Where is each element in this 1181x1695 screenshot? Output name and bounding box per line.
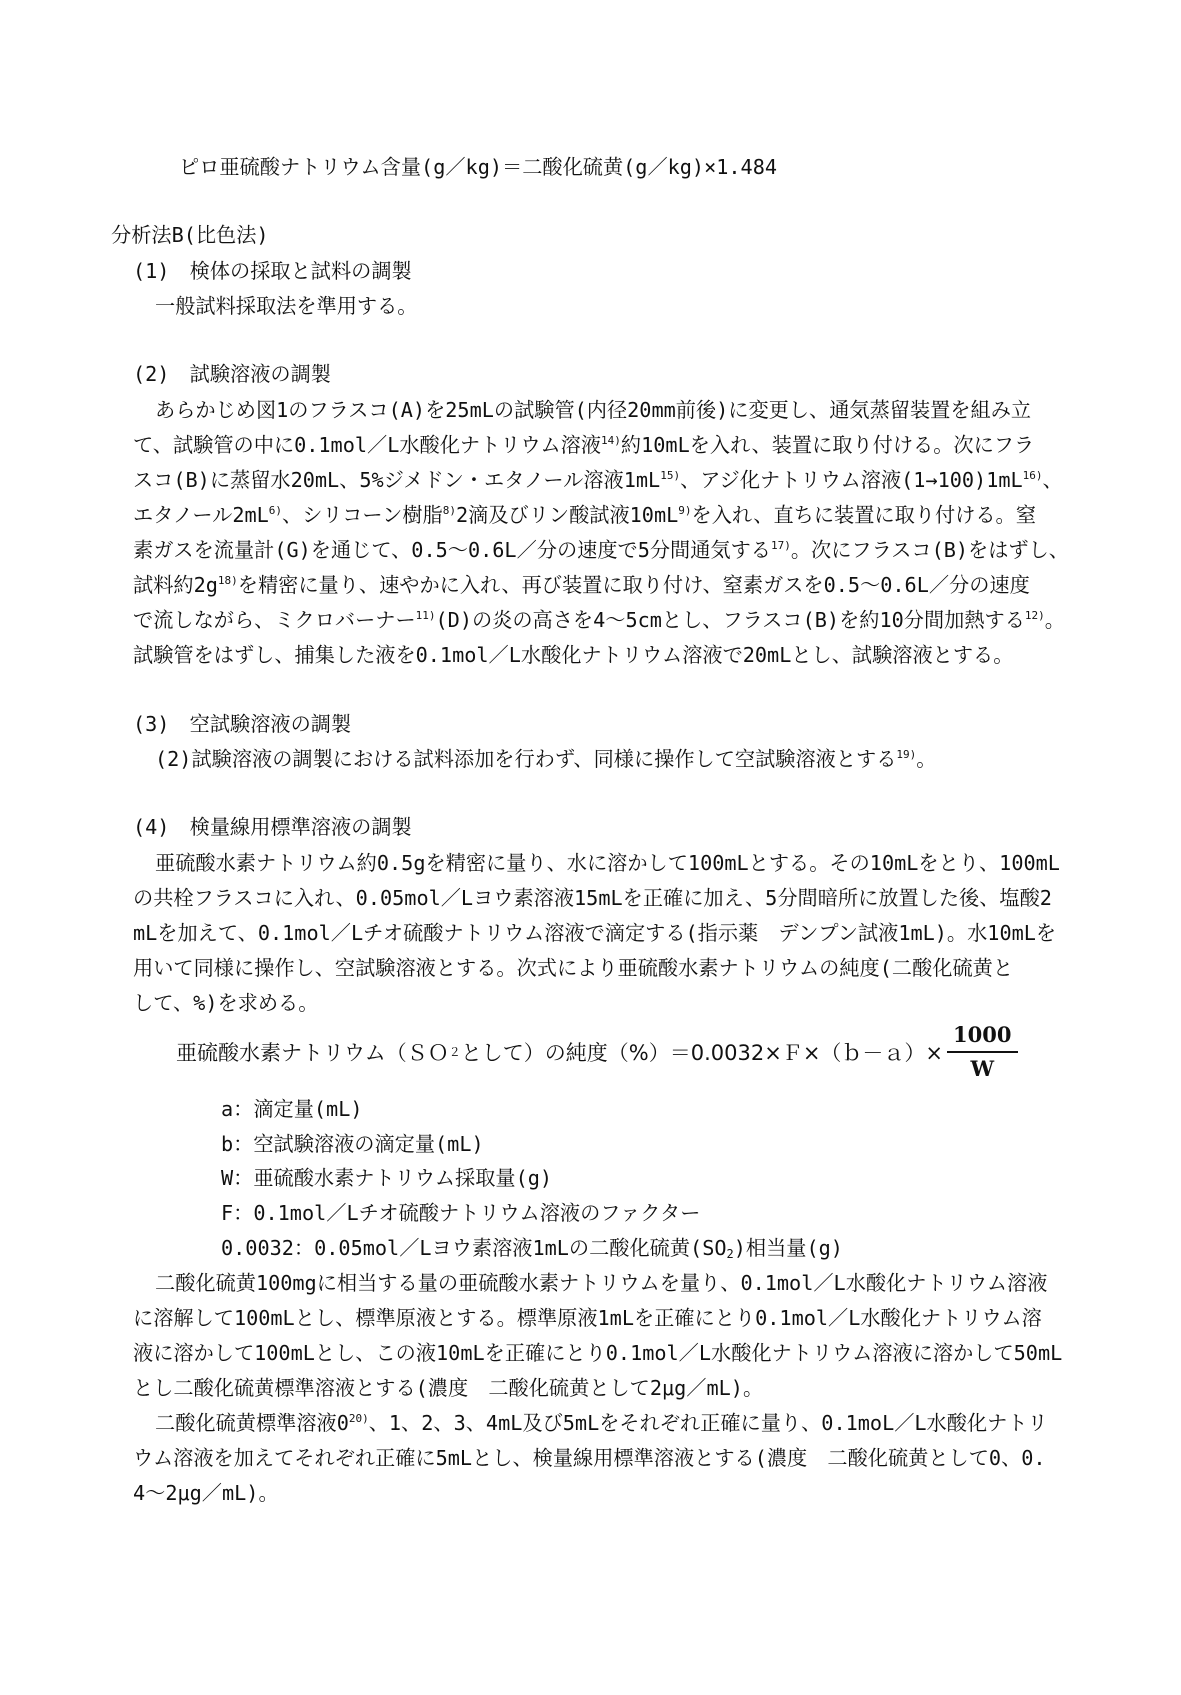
ref-11: 11) — [415, 609, 436, 622]
section-2-line-1: あらかじめ図1のフラスコ(A)を25mLの試験管(内径20mm前後)に変更し、通気蒸留装置を組み立 — [155, 398, 1032, 422]
section-2-line-2: て、試験管の中に0.1mol／L水酸化ナトリウム溶液$^{14)}$約10mLを入れ、装置に取り付ける。次にフラ — [133, 433, 1035, 457]
ref-15: 15) — [660, 469, 681, 482]
ref-20: 20) — [348, 1412, 369, 1425]
section-4-p1-line-5: して、%)を求める。 — [133, 991, 319, 1015]
section-3-body: (2)試験溶液の調製における試料添加を行わず、同様に操作して空試験溶液とする$^{19)}$。 — [155, 747, 937, 771]
section-2-line-5: 素ガスを流量計(G)を通じて、0.5～0.6L／分の速度で5分間通気する$^{17)}$。次にフラスコ(B)をはずし、 — [133, 538, 1069, 562]
legend-a: a：滴定量(mL) — [221, 1097, 363, 1121]
method-title: 分析法B(比色法) — [111, 223, 269, 247]
section-4-p1-line-3: mLを加えて、0.1mol／Lチオ硫酸ナトリウム溶液で滴定する(指示薬 デンプン試液1mL)。水10mLを — [133, 921, 1057, 945]
formula-fraction — [947, 1022, 1017, 1082]
ref-8: 8) — [442, 504, 456, 517]
legend-b: b：空試験溶液の滴定量(mL) — [221, 1132, 484, 1156]
section-3-heading: (3) 空試験溶液の調製 — [133, 712, 352, 736]
section-4-p3-line-2: ウム溶液を加えてそれぞれ正確に5mLとし、検量線用標準溶液とする(濃度 二酸化硫黄として0、0. — [133, 1446, 1046, 1470]
ref-18: 18) — [217, 574, 238, 587]
formula-numerator: 1000 — [947, 1022, 1017, 1053]
section-4-p3-line-1: 二酸化硫黄標準溶液0$^{20)}$、1、2、3、4mL及び5mLをそれぞれ正確に量り、0.1moL／L水酸化ナトリ — [155, 1411, 1048, 1435]
section-4-p3-line-3: 4～2μg／mL)。 — [133, 1481, 279, 1505]
ref-12: 12) — [1024, 609, 1045, 622]
section-4-p1-line-1: 亜硫酸水素ナトリウム約0.5gを精密に量り、水に溶かして100mLとする。その10mLをとり、100mL — [155, 851, 1060, 875]
section-2-line-7: で流しながら、ミクロバーナー$^{11)}$(D)の炎の高さを4～5cmとし、フラスコ(B)を約10分間加熱する$^{12)}$。 — [133, 608, 1065, 632]
section-4-p1-line-4: 用いて同様に操作し、空試験溶液とする。次式により亜硫酸水素ナトリウムの純度(二酸化硫黄と — [133, 956, 1014, 980]
section-4-heading: (4) 検量線用標準溶液の調製 — [133, 815, 412, 839]
top-formula: ピロ亜硫酸ナトリウム含量(g／kg)＝二酸化硫黄(g／kg)×1.484 — [179, 155, 778, 179]
ref-17: 17) — [770, 539, 791, 552]
section-4-p2-line-3: 液に溶かして100mLとし、この液10mLを正確にとり0.1mol／L水酸化ナトリウム溶液に溶かして50mL — [133, 1341, 1063, 1365]
section-2-line-3: スコ(B)に蒸留水20mL、5%ジメドン・エタノール溶液$1mL^{15)}$、アジ化ナトリウム溶液$(1\to 100)1mL^{16)}$、 — [133, 468, 1063, 492]
ref-14: 14) — [601, 434, 621, 447]
formula-denominator: W — [970, 1056, 995, 1081]
section-4-p2-line-2: に溶解して100mLとし、標準原液とする。標準原液1mLを正確にとり0.1mol／L水酸化ナトリウム溶 — [133, 1306, 1042, 1330]
section-2-heading: (2) 試験溶液の調製 — [133, 362, 331, 386]
ref-6: 6) — [268, 504, 283, 517]
ref-9: 9) — [678, 504, 692, 517]
section-4-p1-line-2: の共栓フラスコに入れ、0.05mol／Lヨウ素溶液15mLを正確に加え、5分間暗所に放置した後、塩酸2 — [133, 886, 1052, 910]
purity-formula: 亜硫酸水素ナトリウム（ＳＯ ２ として）の純度（%）＝0.0032×Ｆ×（ｂ－ａ）× $\frac{1000}{W}$ — [176, 1020, 1018, 1084]
section-4-p2-line-4: とし二酸化硫黄標準溶液とする(濃度 二酸化硫黄として2μg／mL)。 — [133, 1376, 764, 1400]
legend-w: W：亜硫酸水素ナトリウム採取量(g) — [221, 1166, 553, 1190]
section-4-p2-line-1: 二酸化硫黄100mgに相当する量の亜硫酸水素ナトリウムを量り、0.1mol／L水酸化ナトリウム溶液 — [155, 1271, 1048, 1295]
section-1-heading: (1) 検体の採取と試料の調製 — [133, 259, 412, 283]
section-1-body: 一般試料採取法を準用する。 — [155, 294, 418, 318]
ref-16: 16) — [1022, 469, 1043, 482]
ref-19: 19) — [896, 748, 917, 761]
legend-f: F：0.1mol／Lチオ硫酸ナトリウム溶液のファクター — [221, 1201, 701, 1225]
section-2-line-4: エタノール$2mL^{6)}$、シリコーン樹脂$^{8)}$2滴及びリン酸試液$10mL^{9)}$を入れ、直ちに装置に取り付ける。窒 — [133, 503, 1036, 527]
legend-constant: 0.0032：0.05mol／Lヨウ素溶液1mLの二酸化硫黄$(SO_2)$相当量(g) — [221, 1236, 843, 1261]
section-2-line-8: 試験管をはずし、捕集した液を0.1mol／L水酸化ナトリウム溶液で20mLとし、試験溶液とする。 — [133, 643, 1014, 667]
section-2-line-6: 試料約$2g^{18)}$を精密に量り、速やかに入れ、再び装置に取り付け、窒素ガスを0.5～0.6L／分の速度 — [133, 573, 1030, 597]
